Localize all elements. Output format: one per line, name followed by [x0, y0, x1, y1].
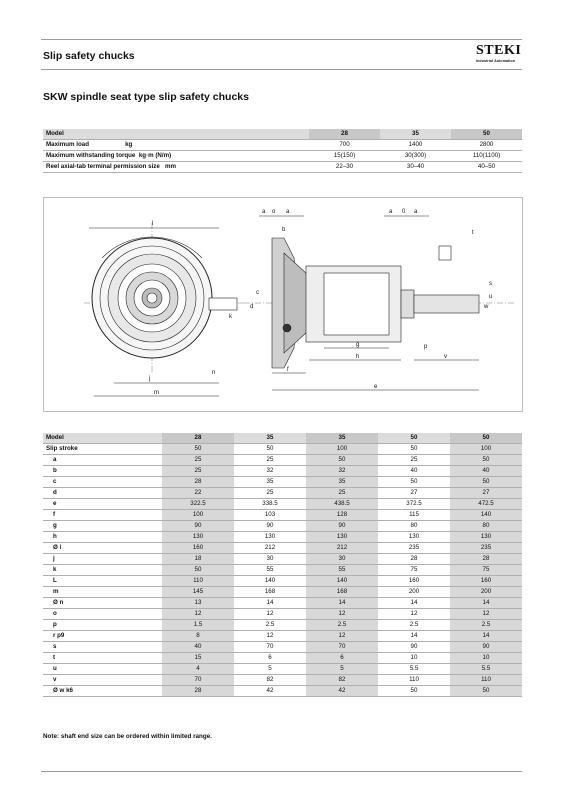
table2-cell: 4 [162, 664, 234, 675]
table2-cell: 200 [450, 587, 522, 598]
table2-cell: 50 [450, 455, 522, 466]
table2-row-label: d [43, 488, 162, 499]
table2-cell: 27 [450, 488, 522, 499]
table2-cell: 28 [450, 554, 522, 565]
table2-cell: 235 [450, 543, 522, 554]
table2-cell: 25 [162, 455, 234, 466]
table2-cell: 212 [234, 543, 306, 554]
table2-header-cell: 35 [306, 433, 378, 444]
table2-row-label: b [43, 466, 162, 477]
table2-row-label: r p9 [43, 631, 162, 642]
table1-row [43, 151, 522, 162]
table2-cell: 235 [378, 543, 450, 554]
table2-cell: 12 [234, 631, 306, 642]
table2-row [43, 631, 522, 642]
table2-row [43, 532, 522, 543]
table2-header-cell: 50 [450, 433, 522, 444]
table2-row-label: c [43, 477, 162, 488]
table2-row [43, 576, 522, 587]
table2-cell: 28 [162, 477, 234, 488]
table2-cell: 14 [234, 598, 306, 609]
table2-cell: 110 [162, 576, 234, 587]
table2-cell: 27 [378, 488, 450, 499]
table1-row-label: Maximum load kg [43, 140, 309, 151]
table2-cell: 110 [378, 675, 450, 686]
table2-cell: 25 [234, 455, 306, 466]
table2-row-label: Slip stroke [43, 444, 162, 455]
dim-label-c: c [256, 290, 259, 296]
table2-cell: 168 [234, 587, 306, 598]
dim-label-u: u [489, 294, 493, 300]
table2-cell: 50 [378, 444, 450, 455]
table2-cell: 50 [450, 477, 522, 488]
dim-label-d: d [250, 304, 254, 310]
table2-cell: 50 [234, 444, 306, 455]
table2-cell: 80 [450, 521, 522, 532]
table2-cell: 30 [234, 554, 306, 565]
table2-cell: 322.5 [162, 499, 234, 510]
table2-cell: 115 [378, 510, 450, 521]
technical-drawing-frame [43, 197, 523, 412]
table2-cell: 8 [162, 631, 234, 642]
table1-cell: 15(150) [309, 151, 380, 162]
table2-cell: 140 [234, 576, 306, 587]
table2-row [43, 598, 522, 609]
dim-label-l: l [152, 221, 154, 227]
table2-cell: 82 [306, 675, 378, 686]
table2-header-cell: 35 [234, 433, 306, 444]
table2-cell: 128 [306, 510, 378, 521]
table2-cell: 35 [306, 477, 378, 488]
dim-label-n: n [212, 370, 216, 376]
table1-header-cell: 35 [380, 129, 451, 140]
table2-cell: 82 [234, 675, 306, 686]
table2-row-label: f [43, 510, 162, 521]
table2-row-label: s [43, 642, 162, 653]
table2-cell: 160 [378, 576, 450, 587]
table2-row [43, 554, 522, 565]
table2-cell: 10 [378, 653, 450, 664]
table2-cell: 55 [306, 565, 378, 576]
table2-row [43, 521, 522, 532]
dim-label-k: k [229, 314, 232, 320]
table2-cell: 103 [234, 510, 306, 521]
header-rule [41, 69, 522, 70]
table1-row-label: Maximum withstanding torque kg·m (N/m) [43, 151, 309, 162]
table2-row-label: v [43, 675, 162, 686]
dim-label-v: v [444, 354, 447, 360]
dim-label-p: p [424, 344, 428, 350]
table2-cell: 25 [378, 455, 450, 466]
table2-cell: 32 [306, 466, 378, 477]
table2-cell: 14 [450, 631, 522, 642]
steki-logo [476, 44, 522, 68]
table1-cell: 22–30 [309, 162, 380, 173]
logo-brand: STEKI [476, 43, 522, 58]
table2-row [43, 664, 522, 675]
dim-label-zero: 0 [402, 209, 406, 215]
table2-cell: 70 [234, 642, 306, 653]
table2-row-label: o [43, 609, 162, 620]
table2-row-label: L [43, 576, 162, 587]
table1-cell: 1400 [380, 140, 451, 151]
dim-label-w: w [484, 304, 489, 310]
table2-cell: 90 [162, 521, 234, 532]
table2-cell: 130 [450, 532, 522, 543]
table2-cell: 472.5 [450, 499, 522, 510]
table1-row-label: Reel axial-tab terminal permission size mm [43, 162, 309, 173]
table1-header-cell: 28 [309, 129, 380, 140]
table2-cell: 100 [450, 444, 522, 455]
table2-cell: 14 [378, 631, 450, 642]
table2-cell: 145 [162, 587, 234, 598]
table2-row-label: m [43, 587, 162, 598]
table1-cell: 2800 [451, 140, 522, 151]
logo-tagline: Industrial Automation [476, 59, 516, 63]
dim-label-g: g [356, 342, 360, 348]
table2-cell: 2.5 [450, 620, 522, 631]
table2-cell: 50 [450, 686, 522, 697]
table1-row [43, 162, 522, 173]
table2-cell: 50 [162, 444, 234, 455]
spec-table-main [43, 129, 522, 173]
table2-cell: 75 [450, 565, 522, 576]
table1-cell: 30(300) [380, 151, 451, 162]
table2-row-label: Ø w k6 [43, 686, 162, 697]
table2-cell: 25 [234, 488, 306, 499]
footnote: Note: shaft end size can be ordered within limited range. [43, 733, 212, 740]
table2-cell: 80 [378, 521, 450, 532]
table2-row [43, 499, 522, 510]
table2-cell: 25 [306, 488, 378, 499]
table2-row [43, 455, 522, 466]
table2-cell: 168 [306, 587, 378, 598]
table2-cell: 5.5 [378, 664, 450, 675]
table1-header-cell: 50 [451, 129, 522, 140]
table2-row-label: j [43, 554, 162, 565]
table2-cell: 90 [378, 642, 450, 653]
table2-cell: 90 [450, 642, 522, 653]
table2-cell: 5 [306, 664, 378, 675]
table1-header-model: Model [43, 129, 309, 140]
table2-cell: 6 [234, 653, 306, 664]
page-title: Slip safety chucks [43, 50, 135, 62]
table2-row-label: a [43, 455, 162, 466]
table2-cell: 140 [306, 576, 378, 587]
table2-row [43, 620, 522, 631]
table2-row-label: u [43, 664, 162, 675]
table2-cell: 130 [162, 532, 234, 543]
table2-row [43, 466, 522, 477]
table2-cell: 40 [450, 466, 522, 477]
dimension-table [43, 433, 522, 697]
table2-cell: 90 [306, 521, 378, 532]
dim-label-b: b [282, 227, 286, 233]
table2-cell: 50 [162, 565, 234, 576]
table2-cell: 130 [306, 532, 378, 543]
table2-header-cell: 50 [378, 433, 450, 444]
table2-cell: 160 [162, 543, 234, 554]
table2-cell: 75 [378, 565, 450, 576]
table2-cell: 12 [162, 609, 234, 620]
table2-cell: 25 [162, 466, 234, 477]
table2-row-label: e [43, 499, 162, 510]
table2-header-cell: 28 [162, 433, 234, 444]
table2-row-label: h [43, 532, 162, 543]
table2-cell: 22 [162, 488, 234, 499]
table2-row [43, 686, 522, 697]
table2-cell: 12 [378, 609, 450, 620]
table2-cell: 12 [234, 609, 306, 620]
table2-row [43, 675, 522, 686]
table2-row [43, 642, 522, 653]
table2-cell: 338.5 [234, 499, 306, 510]
table2-cell: 110 [450, 675, 522, 686]
table2-cell: 438.5 [306, 499, 378, 510]
table2-header-model: Model [43, 433, 162, 444]
dim-label-a2: a [286, 209, 290, 215]
table2-cell: 50 [378, 686, 450, 697]
table2-cell: 14 [378, 598, 450, 609]
table2-cell: 40 [378, 466, 450, 477]
table2-cell: 50 [306, 455, 378, 466]
section-title: SKW spindle seat type slip safety chucks [43, 91, 249, 103]
bottom-rule [41, 771, 522, 772]
table2-cell: 30 [306, 554, 378, 565]
table2-cell: 6 [306, 653, 378, 664]
dim-label-o: o [272, 209, 276, 215]
dim-label-t: t [472, 230, 474, 236]
table2-cell: 40 [162, 642, 234, 653]
table1-header-row [43, 129, 522, 140]
chuck-technical-drawing [44, 198, 522, 411]
table2-row-label: k [43, 565, 162, 576]
table2-row-label: Ø n [43, 598, 162, 609]
table2-cell: 10 [450, 653, 522, 664]
table2-cell: 55 [234, 565, 306, 576]
table2-cell: 70 [162, 675, 234, 686]
table1-cell: 700 [309, 140, 380, 151]
table2-cell: 2.5 [234, 620, 306, 631]
table2-cell: 2.5 [306, 620, 378, 631]
table2-row [43, 477, 522, 488]
table2-cell: 100 [162, 510, 234, 521]
dim-label-h: h [356, 354, 360, 360]
table2-cell: 100 [306, 444, 378, 455]
table2-row [43, 488, 522, 499]
table2-cell: 372.5 [378, 499, 450, 510]
table2-cell: 14 [306, 598, 378, 609]
table2-cell: 200 [378, 587, 450, 598]
table1-row [43, 140, 522, 151]
table2-cell: 35 [234, 477, 306, 488]
table2-row [43, 653, 522, 664]
table2-cell: 28 [378, 554, 450, 565]
table2-header-row [43, 433, 522, 444]
table2-cell: 140 [450, 510, 522, 521]
table2-row-label: p [43, 620, 162, 631]
dim-label-m: m [154, 390, 159, 396]
table2-row [43, 543, 522, 554]
table2-cell: 18 [162, 554, 234, 565]
table2-cell: 32 [234, 466, 306, 477]
dim-label-a4: a [414, 209, 418, 215]
table2-cell: 14 [450, 598, 522, 609]
table2-row-label: g [43, 521, 162, 532]
table2-cell: 160 [450, 576, 522, 587]
table2-row-label: Ø i [43, 543, 162, 554]
table2-row [43, 510, 522, 521]
table2-row [43, 587, 522, 598]
dim-label-j: j [149, 376, 151, 382]
table2-cell: 15 [162, 653, 234, 664]
table2-cell: 42 [234, 686, 306, 697]
table2-cell: 130 [378, 532, 450, 543]
table2-cell: 130 [234, 532, 306, 543]
table2-cell: 5 [234, 664, 306, 675]
table2-cell: 12 [450, 609, 522, 620]
dim-label-a3: a [389, 209, 393, 215]
table2-cell: 12 [306, 631, 378, 642]
table2-row [43, 444, 522, 455]
dim-label-e: e [374, 384, 378, 390]
dim-label-f: f [287, 367, 289, 373]
dim-label-s: s [489, 281, 492, 287]
table1-cell: 110(1100) [451, 151, 522, 162]
table2-cell: 70 [306, 642, 378, 653]
table2-cell: 212 [306, 543, 378, 554]
table2-row-label: t [43, 653, 162, 664]
top-rule [41, 39, 522, 40]
table2-row [43, 609, 522, 620]
table2-cell: 90 [234, 521, 306, 532]
dim-label-a: a [262, 209, 266, 215]
front-view [84, 221, 244, 396]
table2-cell: 50 [378, 477, 450, 488]
table2-row [43, 565, 522, 576]
table2-cell: 12 [306, 609, 378, 620]
table2-cell: 42 [306, 686, 378, 697]
table2-cell: 1.5 [162, 620, 234, 631]
table2-cell: 2.5 [378, 620, 450, 631]
table1-cell: 30–40 [380, 162, 451, 173]
table1-cell: 40–50 [451, 162, 522, 173]
table2-cell: 5.5 [450, 664, 522, 675]
side-section-view [244, 209, 514, 390]
table2-cell: 28 [162, 686, 234, 697]
table2-cell: 13 [162, 598, 234, 609]
